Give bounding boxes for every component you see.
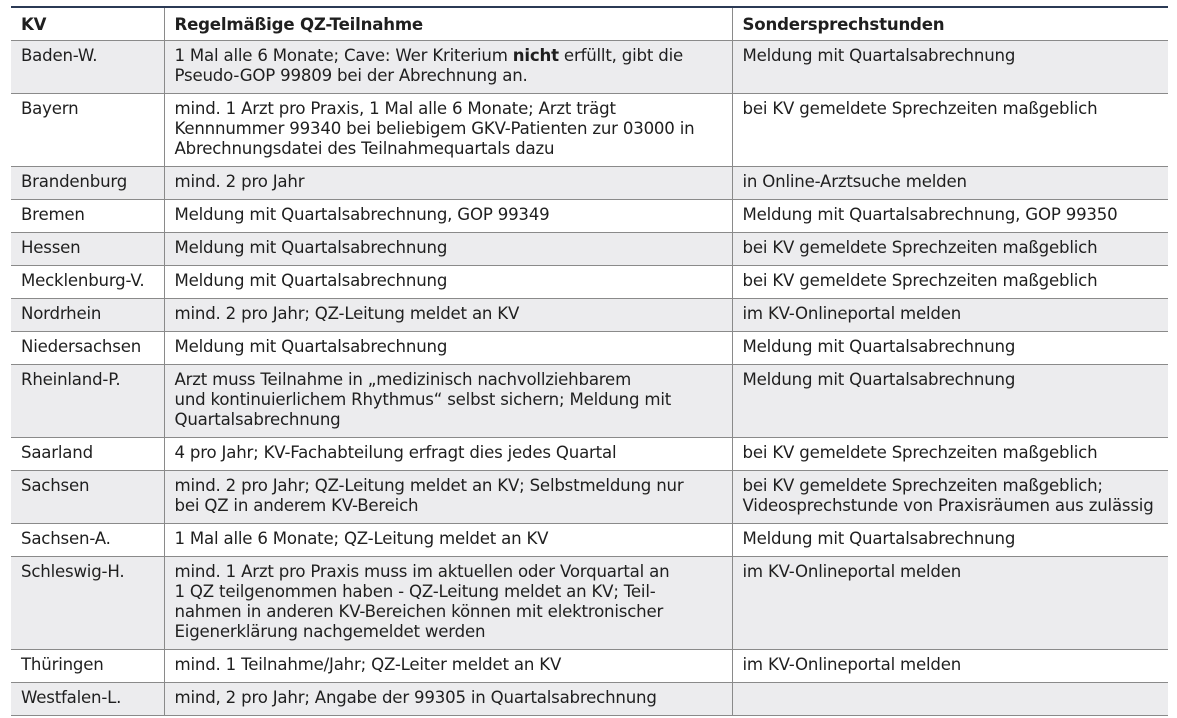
- text-line: Meldung mit Quartalsabrechnung, GOP 99349: [174, 205, 550, 224]
- cell-kv: Bayern: [21, 99, 79, 118]
- text-line: bei QZ in anderem KV-Bereich: [174, 496, 419, 515]
- text-line: mind. 1 Teilnahme/Jahr; QZ-Leiter meldet an KV: [174, 655, 562, 674]
- text-line: in Online-Arztsuche melden: [742, 172, 967, 191]
- text-line: nahmen in anderen KV-Bereichen können mit elektronischer: [174, 602, 664, 621]
- cell-teilnahme: [164, 167, 732, 200]
- cell-kv: Mecklenburg-V.: [21, 271, 145, 290]
- cell-sprechstunden: [732, 200, 1168, 233]
- table-header-row: [11, 7, 1168, 41]
- text-line: mind. 2 pro Jahr: [174, 172, 305, 191]
- text-line: bei KV gemeldete Sprechzeiten maßgeblich;: [742, 476, 1103, 495]
- cell-sprechstunden: [732, 471, 1168, 524]
- cell-teilnahme: [164, 438, 732, 471]
- cell-kv: Sachsen-A.: [21, 529, 111, 548]
- text-line: Meldung mit Quartalsabrechnung: [174, 271, 448, 290]
- text-segment: erfüllt, gibt die: [558, 46, 684, 65]
- table-row: [11, 94, 1168, 167]
- cell-teilnahme: [164, 332, 732, 365]
- cell-kv: Sachsen: [21, 476, 90, 495]
- header-qz-teilnahme: Regelmäßige QZ-Teilnahme: [164, 7, 732, 41]
- header-kv: KV: [21, 15, 47, 34]
- cell-kv: Thüringen: [21, 655, 104, 674]
- table-row: [11, 299, 1168, 332]
- text-line: 4 pro Jahr; KV-Fachabteilung erfragt dies jedes Quartal: [174, 443, 617, 462]
- cell-teilnahme: [164, 683, 732, 716]
- qz-table: [11, 6, 1168, 716]
- cell-teilnahme: [164, 233, 732, 266]
- cell-kv: Rheinland-P.: [21, 370, 121, 389]
- cell-sprechstunden: [732, 94, 1168, 167]
- cell-sprechstunden: [732, 332, 1168, 365]
- cell-teilnahme: [164, 524, 732, 557]
- text-line: mind. 2 pro Jahr; QZ-Leitung meldet an KV: [174, 304, 520, 323]
- text-line: und kontinuierlichem Rhythmus“ selbst sichern; Meldung mit: [174, 390, 672, 409]
- cell-teilnahme: [164, 299, 732, 332]
- text-line: Meldung mit Quartalsabrechnung: [742, 46, 1016, 65]
- text-line: Pseudo-GOP 99809 bei der Abrechnung an.: [174, 66, 528, 85]
- text-line: im KV-Onlineportal melden: [742, 304, 962, 323]
- cell-kv: Brandenburg: [21, 172, 128, 191]
- table-row: [11, 365, 1168, 438]
- cell-teilnahme: [164, 200, 732, 233]
- table-row: [11, 41, 1168, 94]
- cell-sprechstunden: [732, 41, 1168, 94]
- cell-sprechstunden: [732, 524, 1168, 557]
- header-sondersprechstunden: Sondersprechstunden: [732, 7, 1168, 41]
- cell-sprechstunden: [732, 438, 1168, 471]
- table-row: [11, 650, 1168, 683]
- table-row: [11, 266, 1168, 299]
- text-line: mind. 1 Arzt pro Praxis, 1 Mal alle 6 Monate; Arzt trägt: [174, 99, 616, 118]
- cell-sprechstunden: [732, 233, 1168, 266]
- cell-teilnahme: [164, 471, 732, 524]
- text-line: Videosprechstunde von Praxisräumen aus zulässig: [742, 496, 1154, 515]
- cell-kv: Nordrhein: [21, 304, 102, 323]
- text-line: mind. 1 Arzt pro Praxis muss im aktuellen oder Vorquartal an: [174, 562, 670, 581]
- text-line: Meldung mit Quartalsabrechnung: [742, 529, 1016, 548]
- text-line: Abrechnungsdatei des Teilnahmequartals dazu: [174, 139, 555, 158]
- text-line: Meldung mit Quartalsabrechnung: [742, 370, 1016, 389]
- text-line: Meldung mit Quartalsabrechnung: [174, 238, 448, 257]
- text-segment: 1 Mal alle 6 Monate; Cave: Wer Kriterium: [174, 46, 513, 65]
- emphasis-text: nicht: [512, 46, 559, 65]
- text-line: 1 Mal alle 6 Monate; QZ-Leitung meldet an KV: [174, 529, 549, 548]
- table-row: [11, 557, 1168, 650]
- text-line: im KV-Onlineportal melden: [742, 655, 962, 674]
- cell-kv: Niedersachsen: [21, 337, 142, 356]
- table-row: [11, 471, 1168, 524]
- text-line: Meldung mit Quartalsabrechnung: [174, 337, 448, 356]
- cell-kv: Hessen: [21, 238, 81, 257]
- table-row: [11, 200, 1168, 233]
- cell-sprechstunden: [732, 683, 1168, 716]
- cell-teilnahme: [164, 557, 732, 650]
- cell-sprechstunden: [732, 266, 1168, 299]
- text-line: Arzt muss Teilnahme in „medizinisch nachvollziehbarem: [174, 370, 632, 389]
- table-row: [11, 683, 1168, 716]
- cell-teilnahme: [164, 365, 732, 438]
- cell-sprechstunden: [732, 365, 1168, 438]
- table-row: [11, 524, 1168, 557]
- text-line: im KV-Onlineportal melden: [742, 562, 962, 581]
- cell-kv: Bremen: [21, 205, 85, 224]
- text-line: bei KV gemeldete Sprechzeiten maßgeblich: [742, 238, 1098, 257]
- cell-sprechstunden: [732, 167, 1168, 200]
- table-row: [11, 332, 1168, 365]
- text-line: Meldung mit Quartalsabrechnung: [742, 337, 1016, 356]
- cell-teilnahme: [164, 650, 732, 683]
- text-line: bei KV gemeldete Sprechzeiten maßgeblich: [742, 271, 1098, 290]
- text-line: mind. 2 pro Jahr; QZ-Leitung meldet an KV; Selbstmeldung nur: [174, 476, 684, 495]
- text-line: bei KV gemeldete Sprechzeiten maßgeblich: [742, 99, 1098, 118]
- table-row: [11, 438, 1168, 471]
- cell-sprechstunden: [732, 299, 1168, 332]
- cell-kv: Saarland: [21, 443, 93, 462]
- cell-teilnahme: [164, 266, 732, 299]
- cell-kv: Schleswig-H.: [21, 562, 125, 581]
- text-line: [175, 46, 723, 66]
- cell-kv: Baden-W.: [21, 46, 98, 65]
- cell-sprechstunden: [732, 650, 1168, 683]
- text-line: Meldung mit Quartalsabrechnung, GOP 99350: [742, 205, 1118, 224]
- text-line: Quartalsabrechnung: [174, 410, 341, 429]
- text-line: mind, 2 pro Jahr; Angabe der 99305 in Quartalsabrechnung: [174, 688, 657, 707]
- cell-teilnahme: [164, 41, 732, 94]
- table-row: [11, 167, 1168, 200]
- text-line: 1 QZ teilgenommen haben - QZ-Leitung meldet an KV; Teil-: [174, 582, 656, 601]
- text-line: bei KV gemeldete Sprechzeiten maßgeblich: [742, 443, 1098, 462]
- table-row: [11, 233, 1168, 266]
- text-line: Kennnummer 99340 bei beliebigem GKV-Patienten zur 03000 in: [174, 119, 695, 138]
- qz-table-container: [11, 6, 1168, 716]
- cell-teilnahme: [164, 94, 732, 167]
- cell-kv: Westfalen-L.: [21, 688, 122, 707]
- text-line: Eigenerklärung nachgemeldet werden: [174, 622, 486, 641]
- cell-sprechstunden: [732, 557, 1168, 650]
